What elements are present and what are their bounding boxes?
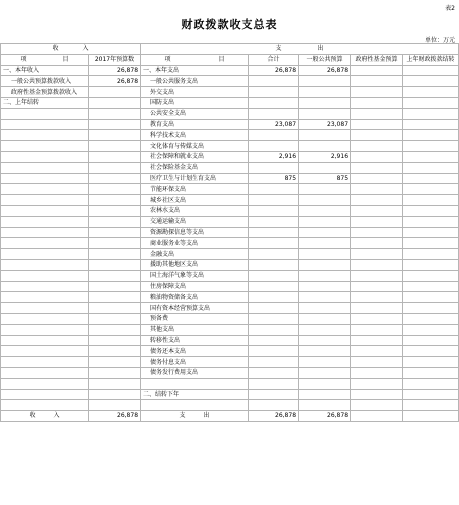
- cell-prior: [403, 346, 459, 357]
- cell-govfund: [351, 324, 403, 335]
- cell-general: 23,087: [299, 119, 351, 130]
- cell-l-val: 26,878: [89, 76, 141, 87]
- cell-r-item: 国土海洋气象等支出: [141, 270, 249, 281]
- table-row: [1, 216, 459, 227]
- cell-general: 26,878: [299, 65, 351, 76]
- expense-total-label: 支 出: [141, 411, 249, 422]
- cell-r-item: 资源勘探信息等支出: [141, 227, 249, 238]
- cell-l-val: [89, 400, 141, 411]
- income-total-value: 26,878: [89, 411, 141, 422]
- cell-general: [299, 195, 351, 206]
- cell-prior: [403, 205, 459, 216]
- cell-general: [299, 130, 351, 141]
- cell-total: [249, 227, 299, 238]
- cell-total: [249, 346, 299, 357]
- cell-l-val: [89, 141, 141, 152]
- cell-total: [249, 324, 299, 335]
- cell-prior: [403, 87, 459, 98]
- expense-header: 支 出: [141, 44, 459, 55]
- cell-general: [299, 292, 351, 303]
- table-row: [1, 173, 459, 184]
- cell-r-item: [141, 400, 249, 411]
- cell-prior: [403, 130, 459, 141]
- cell-govfund: [351, 173, 403, 184]
- table-row: [1, 141, 459, 152]
- cell-general: [299, 249, 351, 260]
- cell-total: [249, 195, 299, 206]
- cell-prior: [403, 108, 459, 119]
- cell-r-item: 二、结转下年: [141, 389, 249, 400]
- cell-r-item: 国有资本经营预算支出: [141, 303, 249, 314]
- cell-l-val: [89, 97, 141, 108]
- table-row: [1, 335, 459, 346]
- cell-general: [299, 227, 351, 238]
- cell-total: [249, 335, 299, 346]
- cell-total: [249, 184, 299, 195]
- cell-govfund: [351, 151, 403, 162]
- cell-govfund: [351, 97, 403, 108]
- cell-l-val: [89, 151, 141, 162]
- cell-general: [299, 216, 351, 227]
- cell-r-item: 国防支出: [141, 97, 249, 108]
- cell-total: [249, 357, 299, 368]
- cell-general: [299, 346, 351, 357]
- table-row: [1, 130, 459, 141]
- cell-l-item: [1, 400, 89, 411]
- cell-l-val: [89, 313, 141, 324]
- cell-l-item: [1, 313, 89, 324]
- cell-prior: [403, 97, 459, 108]
- cell-general: 875: [299, 173, 351, 184]
- cell-l-val: [89, 259, 141, 270]
- cell-l-val: [89, 216, 141, 227]
- cell-prior: [403, 119, 459, 130]
- cell-l-val: [89, 205, 141, 216]
- prior-fund-total: [403, 411, 459, 422]
- cell-total: [249, 130, 299, 141]
- cell-prior: [403, 76, 459, 87]
- cell-r-item: 转移性支出: [141, 335, 249, 346]
- cell-r-item: 援助其他地区支出: [141, 259, 249, 270]
- cell-r-item: 城乡社区支出: [141, 195, 249, 206]
- cell-l-item: [1, 389, 89, 400]
- page-title: 财政拨款收支总表: [181, 18, 278, 31]
- cell-general: [299, 162, 351, 173]
- cell-general: [299, 87, 351, 98]
- cell-l-item: [1, 346, 89, 357]
- cell-prior: [403, 389, 459, 400]
- cell-prior: [403, 238, 459, 249]
- cell-l-item: 政府性基金预算拨款收入: [1, 87, 89, 98]
- table-number: 表2: [445, 5, 455, 12]
- cell-l-item: [1, 141, 89, 152]
- cell-r-item: 商业服务业等支出: [141, 238, 249, 249]
- cell-prior: [403, 173, 459, 184]
- cell-l-item: [1, 270, 89, 281]
- cell-prior: [403, 313, 459, 324]
- table-row: [1, 97, 459, 108]
- cell-l-val: [89, 335, 141, 346]
- cell-general: [299, 335, 351, 346]
- cell-govfund: [351, 346, 403, 357]
- cell-general: [299, 97, 351, 108]
- cell-govfund: [351, 270, 403, 281]
- cell-govfund: [351, 303, 403, 314]
- cell-govfund: [351, 281, 403, 292]
- cell-general: [299, 141, 351, 152]
- cell-l-item: [1, 151, 89, 162]
- cell-general: [299, 357, 351, 368]
- prior-fund-header: 上年财政拨款结转: [403, 54, 459, 65]
- cell-total: [249, 389, 299, 400]
- cell-total: [249, 378, 299, 389]
- cell-prior: [403, 367, 459, 378]
- cell-l-item: [1, 357, 89, 368]
- cell-total: [249, 292, 299, 303]
- cell-govfund: [351, 162, 403, 173]
- cell-r-item: 文化体育与传媒支出: [141, 141, 249, 152]
- totals-row: [1, 411, 459, 422]
- cell-l-item: [1, 249, 89, 260]
- unit-label: 单位：万元: [424, 37, 455, 44]
- cell-l-item: [1, 303, 89, 314]
- table-row: [1, 205, 459, 216]
- cell-r-item: 社会保险基金支出: [141, 162, 249, 173]
- cell-r-item: 科学技术支出: [141, 130, 249, 141]
- cell-prior: [403, 151, 459, 162]
- cell-l-val: [89, 367, 141, 378]
- cell-l-val: [89, 227, 141, 238]
- cell-prior: [403, 400, 459, 411]
- table-row: [1, 400, 459, 411]
- table-row: [1, 346, 459, 357]
- cell-l-item: [1, 238, 89, 249]
- cell-total: [249, 76, 299, 87]
- cell-prior: [403, 227, 459, 238]
- cell-l-val: [89, 238, 141, 249]
- cell-general: [299, 270, 351, 281]
- cell-govfund: [351, 195, 403, 206]
- cell-l-item: [1, 119, 89, 130]
- table-row: [1, 227, 459, 238]
- cell-prior: [403, 195, 459, 206]
- expense-item-header: 项 目: [141, 54, 249, 65]
- cell-total: [249, 249, 299, 260]
- cell-prior: [403, 216, 459, 227]
- cell-govfund: [351, 76, 403, 87]
- cell-total: [249, 313, 299, 324]
- cell-general: [299, 367, 351, 378]
- cell-l-item: [1, 324, 89, 335]
- cell-govfund: [351, 313, 403, 324]
- table-row: [1, 303, 459, 314]
- table-row: [1, 259, 459, 270]
- cell-r-item: 外交支出: [141, 87, 249, 98]
- cell-l-item: [1, 184, 89, 195]
- cell-total: [249, 259, 299, 270]
- table-row: [1, 87, 459, 98]
- cell-general: [299, 378, 351, 389]
- cell-govfund: [351, 108, 403, 119]
- cell-l-item: [1, 367, 89, 378]
- cell-prior: [403, 270, 459, 281]
- cell-prior: [403, 184, 459, 195]
- cell-l-val: [89, 324, 141, 335]
- cell-l-val: [89, 119, 141, 130]
- cell-govfund: [351, 249, 403, 260]
- cell-govfund: [351, 205, 403, 216]
- cell-l-val: [89, 130, 141, 141]
- cell-general: [299, 108, 351, 119]
- cell-total: [249, 87, 299, 98]
- cell-total: 875: [249, 173, 299, 184]
- header-row-1: [1, 44, 459, 55]
- cell-r-item: 住房保障支出: [141, 281, 249, 292]
- cell-total: [249, 238, 299, 249]
- cell-general: [299, 238, 351, 249]
- cell-r-item: 金融支出: [141, 249, 249, 260]
- cell-general: 2,916: [299, 151, 351, 162]
- total-header: 合计: [249, 54, 299, 65]
- cell-total: 26,878: [249, 65, 299, 76]
- cell-govfund: [351, 292, 403, 303]
- cell-l-item: [1, 259, 89, 270]
- table-row: [1, 162, 459, 173]
- table-row: [1, 281, 459, 292]
- table-row: [1, 270, 459, 281]
- cell-r-item: 社会保障和就业支出: [141, 151, 249, 162]
- cell-prior: [403, 249, 459, 260]
- table-row: [1, 184, 459, 195]
- cell-r-item: [141, 378, 249, 389]
- cell-l-val: [89, 162, 141, 173]
- cell-total: 2,916: [249, 151, 299, 162]
- income-header: 收 入: [1, 44, 141, 55]
- cell-govfund: [351, 357, 403, 368]
- table-row: [1, 65, 459, 76]
- cell-l-val: [89, 292, 141, 303]
- table-row: [1, 151, 459, 162]
- table-row: [1, 367, 459, 378]
- table-row: [1, 195, 459, 206]
- cell-general: [299, 259, 351, 270]
- table-row: [1, 249, 459, 260]
- table-row: [1, 313, 459, 324]
- cell-total: [249, 108, 299, 119]
- cell-total: [249, 205, 299, 216]
- cell-total: [249, 216, 299, 227]
- cell-govfund: [351, 389, 403, 400]
- general-budget-header: 一般公共预算: [299, 54, 351, 65]
- cell-r-item: 债务还本支出: [141, 346, 249, 357]
- cell-r-item: 一、本年支出: [141, 65, 249, 76]
- cell-govfund: [351, 130, 403, 141]
- cell-general: [299, 205, 351, 216]
- cell-prior: [403, 303, 459, 314]
- cell-r-item: 债务发行费用支出: [141, 367, 249, 378]
- cell-l-val: [89, 184, 141, 195]
- cell-total: [249, 270, 299, 281]
- table-row: [1, 119, 459, 130]
- cell-l-item: 二、上年结转: [1, 97, 89, 108]
- cell-general: [299, 184, 351, 195]
- cell-l-val: [89, 270, 141, 281]
- cell-total: 23,087: [249, 119, 299, 130]
- income-item-header: 项 目: [1, 54, 89, 65]
- cell-l-item: [1, 173, 89, 184]
- cell-govfund: [351, 65, 403, 76]
- cell-govfund: [351, 400, 403, 411]
- cell-govfund: [351, 335, 403, 346]
- cell-l-item: [1, 281, 89, 292]
- cell-l-val: [89, 389, 141, 400]
- cell-prior: [403, 65, 459, 76]
- cell-prior: [403, 281, 459, 292]
- cell-total: [249, 367, 299, 378]
- cell-l-item: [1, 227, 89, 238]
- cell-govfund: [351, 184, 403, 195]
- cell-l-val: [89, 346, 141, 357]
- cell-l-val: [89, 357, 141, 368]
- expense-total-value: 26,878: [249, 411, 299, 422]
- cell-l-item: [1, 205, 89, 216]
- cell-l-item: [1, 162, 89, 173]
- gov-fund-total: [351, 411, 403, 422]
- cell-total: [249, 162, 299, 173]
- cell-r-item: 粮油物资储备支出: [141, 292, 249, 303]
- cell-l-item: [1, 108, 89, 119]
- expense-general-total: 26,878: [299, 411, 351, 422]
- cell-total: [249, 281, 299, 292]
- cell-l-item: [1, 292, 89, 303]
- gov-fund-header: 政府性基金预算: [351, 54, 403, 65]
- cell-l-val: [89, 195, 141, 206]
- cell-l-item: [1, 130, 89, 141]
- cell-l-val: [89, 173, 141, 184]
- cell-l-val: [89, 108, 141, 119]
- cell-l-val: [89, 87, 141, 98]
- cell-l-val: [89, 378, 141, 389]
- cell-govfund: [351, 87, 403, 98]
- cell-general: [299, 324, 351, 335]
- table-row: [1, 389, 459, 400]
- cell-govfund: [351, 119, 403, 130]
- cell-govfund: [351, 378, 403, 389]
- cell-l-item: [1, 378, 89, 389]
- cell-prior: [403, 259, 459, 270]
- header-row-2: [1, 54, 459, 65]
- cell-prior: [403, 335, 459, 346]
- cell-l-item: 一般公共预算拨款收入: [1, 76, 89, 87]
- cell-general: [299, 313, 351, 324]
- cell-r-item: 预备费: [141, 313, 249, 324]
- table-row: [1, 357, 459, 368]
- table-row: [1, 324, 459, 335]
- cell-govfund: [351, 367, 403, 378]
- cell-govfund: [351, 238, 403, 249]
- cell-prior: [403, 141, 459, 152]
- cell-r-item: 教育支出: [141, 119, 249, 130]
- cell-total: [249, 97, 299, 108]
- cell-r-item: 其他支出: [141, 324, 249, 335]
- table-row: [1, 108, 459, 119]
- cell-general: [299, 303, 351, 314]
- cell-r-item: 一般公共服务支出: [141, 76, 249, 87]
- cell-prior: [403, 324, 459, 335]
- budget-table: [0, 43, 459, 422]
- budget-2017-header: 2017年预算数: [89, 54, 141, 65]
- cell-prior: [403, 162, 459, 173]
- table-row: [1, 76, 459, 87]
- cell-govfund: [351, 227, 403, 238]
- cell-l-item: 一、本年收入: [1, 65, 89, 76]
- cell-govfund: [351, 216, 403, 227]
- cell-r-item: 交通运输支出: [141, 216, 249, 227]
- cell-r-item: 农林水支出: [141, 205, 249, 216]
- cell-l-item: [1, 216, 89, 227]
- table-row: [1, 238, 459, 249]
- cell-r-item: 医疗卫生与计划生育支出: [141, 173, 249, 184]
- cell-l-val: [89, 281, 141, 292]
- cell-l-val: [89, 249, 141, 260]
- cell-r-item: 公共安全支出: [141, 108, 249, 119]
- cell-r-item: 债务付息支出: [141, 357, 249, 368]
- cell-general: [299, 281, 351, 292]
- cell-total: [249, 303, 299, 314]
- cell-prior: [403, 292, 459, 303]
- cell-general: [299, 389, 351, 400]
- table-row: [1, 292, 459, 303]
- cell-prior: [403, 357, 459, 368]
- table-row: [1, 378, 459, 389]
- cell-l-item: [1, 335, 89, 346]
- income-total-label: 收 入: [1, 411, 89, 422]
- cell-l-val: 26,878: [89, 65, 141, 76]
- cell-total: [249, 400, 299, 411]
- cell-total: [249, 141, 299, 152]
- cell-l-val: [89, 303, 141, 314]
- cell-govfund: [351, 141, 403, 152]
- cell-general: [299, 400, 351, 411]
- cell-r-item: 节能环保支出: [141, 184, 249, 195]
- cell-l-item: [1, 195, 89, 206]
- cell-general: [299, 76, 351, 87]
- cell-prior: [403, 378, 459, 389]
- cell-govfund: [351, 259, 403, 270]
